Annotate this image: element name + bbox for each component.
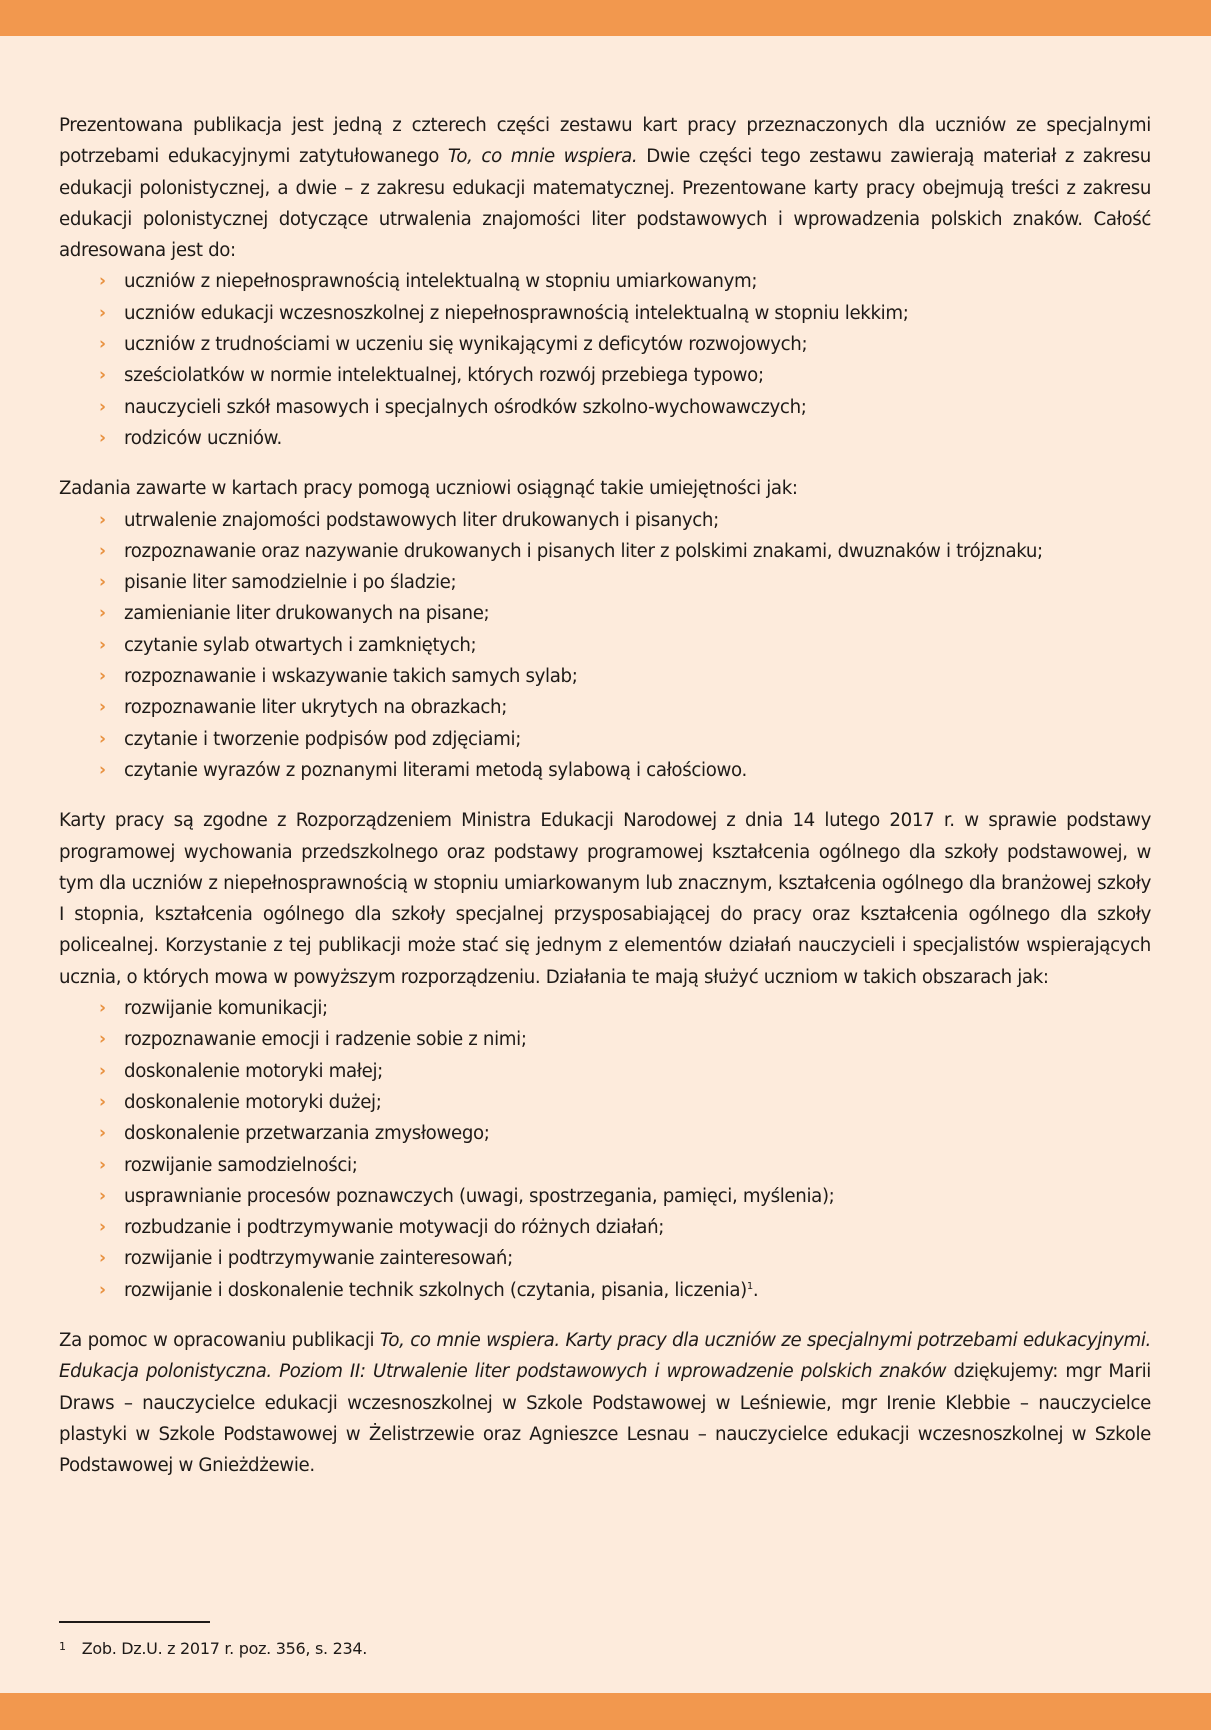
list-item-text: rozpoznawanie oraz nazywanie drukowanych i pisanych liter z polskimi znakami, dwuznaków i trójznaku; — [124, 540, 1043, 562]
list-item — [99, 329, 1151, 360]
list-item-text: doskonalenie motoryki małej; — [124, 1060, 383, 1082]
list-item-text: rozpoznawanie liter ukrytych na obrazkach; — [124, 697, 508, 719]
chevron-right-icon: › — [99, 365, 106, 386]
publication-full-title: To, co mnie wspiera. Karty pracy dla uczniów ze specjalnymi potrzebami edukacyjnymi. Edukacja polonistyczna. Poziom II: Utrwalenie liter podstawowych i wprowadzenie polskich znaków — [59, 1329, 1151, 1383]
list-item-text: doskonalenie motoryki dużej; — [124, 1091, 382, 1113]
list-item-text: sześciolatków w normie intelektualnej, których rozwój przebiega typowo; — [124, 365, 764, 387]
chevron-right-icon: › — [99, 271, 106, 292]
list-item — [99, 993, 1151, 1024]
chevron-right-icon: › — [99, 1060, 106, 1081]
chevron-right-icon: › — [99, 334, 106, 355]
chevron-right-icon: › — [99, 728, 106, 749]
list-item — [99, 360, 1151, 391]
list-item — [99, 692, 1151, 723]
list-item — [99, 1275, 1151, 1306]
list-item — [99, 1118, 1151, 1149]
list-item-text: pisanie liter samodzielnie i po śladzie; — [124, 572, 457, 594]
list-item-text: czytanie sylab otwartych i zamkniętych; — [124, 634, 477, 656]
list-item — [99, 266, 1151, 297]
list-item-text: rozwijanie komunikacji; — [124, 998, 328, 1020]
chevron-right-icon: › — [99, 634, 106, 655]
chevron-right-icon: › — [99, 396, 106, 417]
list-item-text: uczniów edukacji wczesnoszkolnej z niepełnosprawnością intelektualną w stopniu lekkim; — [124, 302, 909, 324]
footnote-divider — [59, 1621, 210, 1623]
list-item — [99, 598, 1151, 629]
footnote-mark: 1 — [59, 1640, 66, 1653]
list-item — [99, 1087, 1151, 1118]
intro-text: Prezentowana publikacja jest jedną z czterech części zestawu kart pracy przeznaczonych dla uczniów ze specjalnymi potrzebami edukacyjnymi zatytułowanego — [59, 115, 1151, 168]
list-item-text: rodziców uczniów. — [124, 427, 282, 449]
list-item-end: . — [752, 1279, 759, 1301]
footnote-text: Zob. Dz.U. z 2017 r. poz. 356, s. 234. — [81, 1639, 367, 1658]
areas-list — [59, 993, 1151, 1306]
list-item — [99, 1181, 1151, 1212]
list-item-text: utrwalenie znajomości podstawowych liter drukowanych i pisanych; — [124, 509, 719, 531]
chevron-right-icon: › — [99, 697, 106, 718]
footnote-ref[interactable]: 1 — [746, 1280, 753, 1292]
chevron-right-icon: › — [99, 302, 106, 323]
skills-list — [59, 505, 1151, 787]
chevron-right-icon: › — [99, 1185, 106, 1206]
header-bar — [0, 0, 1211, 36]
publication-title: To, co mnie wspiera. — [447, 146, 638, 168]
list-item-text: rozbudzanie i podtrzymywanie motywacji do różnych działań; — [124, 1217, 665, 1239]
chevron-right-icon: › — [99, 1123, 106, 1144]
chevron-right-icon: › — [99, 998, 106, 1019]
chevron-right-icon: › — [99, 1248, 106, 1269]
list-item — [99, 505, 1151, 536]
list-item — [99, 630, 1151, 661]
list-item-text: doskonalenie przetwarzania zmysłowego; — [124, 1123, 490, 1145]
skills-intro: Zadania zawarte w kartach pracy pomogą uczniowi osiągnąć takie umiejętności jak: — [59, 478, 798, 500]
intro-text-cont: Dwie części tego zestawu zawierają materiał z zakresu edukacji polonistycznej, a dwie – z zakresu edukacji matematycznej. Prezentowane karty pracy obejmują treści z zakresu edukacji polonistycznej dotyczące utrwalenia znajomości liter podstawowych i wprowadzenia polskich znaków. Całość adresowana jest do: — [59, 146, 1151, 262]
chevron-right-icon: › — [99, 509, 106, 530]
list-item-text: rozpoznawanie i wskazywanie takich samych sylab; — [124, 666, 578, 688]
list-item-text: rozpoznawanie emocji i radzenie sobie z nimi; — [124, 1029, 527, 1051]
list-item — [99, 755, 1151, 786]
chevron-right-icon: › — [99, 1279, 106, 1300]
list-item-text: rozwijanie i doskonalenie technik szkolnych (czytania, pisania, liczenia) — [124, 1279, 747, 1301]
list-item — [99, 392, 1151, 423]
page-content — [59, 110, 1151, 1481]
list-item — [99, 536, 1151, 567]
chevron-right-icon: › — [99, 1091, 106, 1112]
list-item-text: czytanie i tworzenie podpisów pod zdjęciami; — [124, 728, 521, 750]
list-item-text: uczniów z trudnościami w uczeniu się wynikającymi z deficytów rozwojowych; — [124, 334, 808, 356]
list-item-text: rozwijanie i podtrzymywanie zainteresowań; — [124, 1248, 513, 1270]
footer-bar — [0, 1693, 1211, 1730]
chevron-right-icon: › — [99, 603, 106, 624]
chevron-right-icon: › — [99, 666, 106, 687]
list-item — [99, 1024, 1151, 1055]
list-item-text: rozwijanie samodzielności; — [124, 1154, 358, 1176]
thanks-text-cont: dziękujemy: mgr Marii Draws – nauczycielce edukacji wczesnoszkolnej w Szkole Podstawowej w Leśniewie, mgr Irenie Klebbie – nauczycielce plastyki w Szkole Podstawowej w Żelistrzewie oraz Agnieszce Lesnau – nauczycielce edukacji wczesnoszkolnej w Szkole Podstawowej w Gnieżdżewie. — [59, 1361, 1151, 1477]
list-item-text: czytanie wyrazów z poznanymi literami metodą sylabową i całościowo. — [124, 759, 747, 781]
regulation-paragraph: Karty pracy są zgodne z Rozporządzeniem Ministra Edukacji Narodowej z dnia 14 lutego 2017 r. w sprawie podstawy programowej wychowania przedszkolnego oraz podstawy programowej kształcenia ogólnego dla szkoły podstawowej, w tym dla uczniów z niepełnosprawnością w stopniu umiarkowanym lub znacznym, kształcenia ogólnego dla branżowej szkoły I stopnia, kształcenia ogólnego dla szkoły specjalnej przysposabiającej do pracy oraz kształcenia ogólnego dla szkoły policealnej. Korzystanie z tej publikacji może stać się jednym z elementów działań nauczycieli i specjalistów wspierających ucznia, o których mowa w powyższym rozporządzeniu. Działania te mają służyć uczniom w takich obszarach jak: — [59, 810, 1151, 988]
list-item — [99, 298, 1151, 329]
thanks-paragraph — [59, 1325, 1151, 1481]
list-item — [99, 724, 1151, 755]
chevron-right-icon: › — [99, 572, 106, 593]
list-item — [99, 661, 1151, 692]
list-item — [99, 1243, 1151, 1274]
intro-paragraph — [59, 110, 1151, 266]
list-item — [99, 567, 1151, 598]
chevron-right-icon: › — [99, 759, 106, 780]
list-item-text: usprawnianie procesów poznawczych (uwagi, spostrzegania, pamięci, myślenia); — [124, 1185, 835, 1207]
list-item-text: uczniów z niepełnosprawnością intelektualną w stopniu umiarkowanym; — [124, 271, 758, 293]
chevron-right-icon: › — [99, 1029, 106, 1050]
thanks-text: Za pomoc w opracowaniu publikacji — [59, 1329, 380, 1351]
audience-list — [59, 266, 1151, 454]
list-item — [99, 423, 1151, 454]
list-item — [99, 1150, 1151, 1181]
chevron-right-icon: › — [99, 540, 106, 561]
list-item-text: nauczycieli szkół masowych i specjalnych ośrodków szkolno-wychowawczych; — [124, 396, 807, 418]
list-item-text: zamienianie liter drukowanych na pisane; — [124, 603, 490, 625]
list-item — [99, 1212, 1151, 1243]
list-item — [99, 1056, 1151, 1087]
chevron-right-icon: › — [99, 1154, 106, 1175]
footnote — [59, 1635, 367, 1663]
chevron-right-icon: › — [99, 427, 106, 448]
chevron-right-icon: › — [99, 1217, 106, 1238]
